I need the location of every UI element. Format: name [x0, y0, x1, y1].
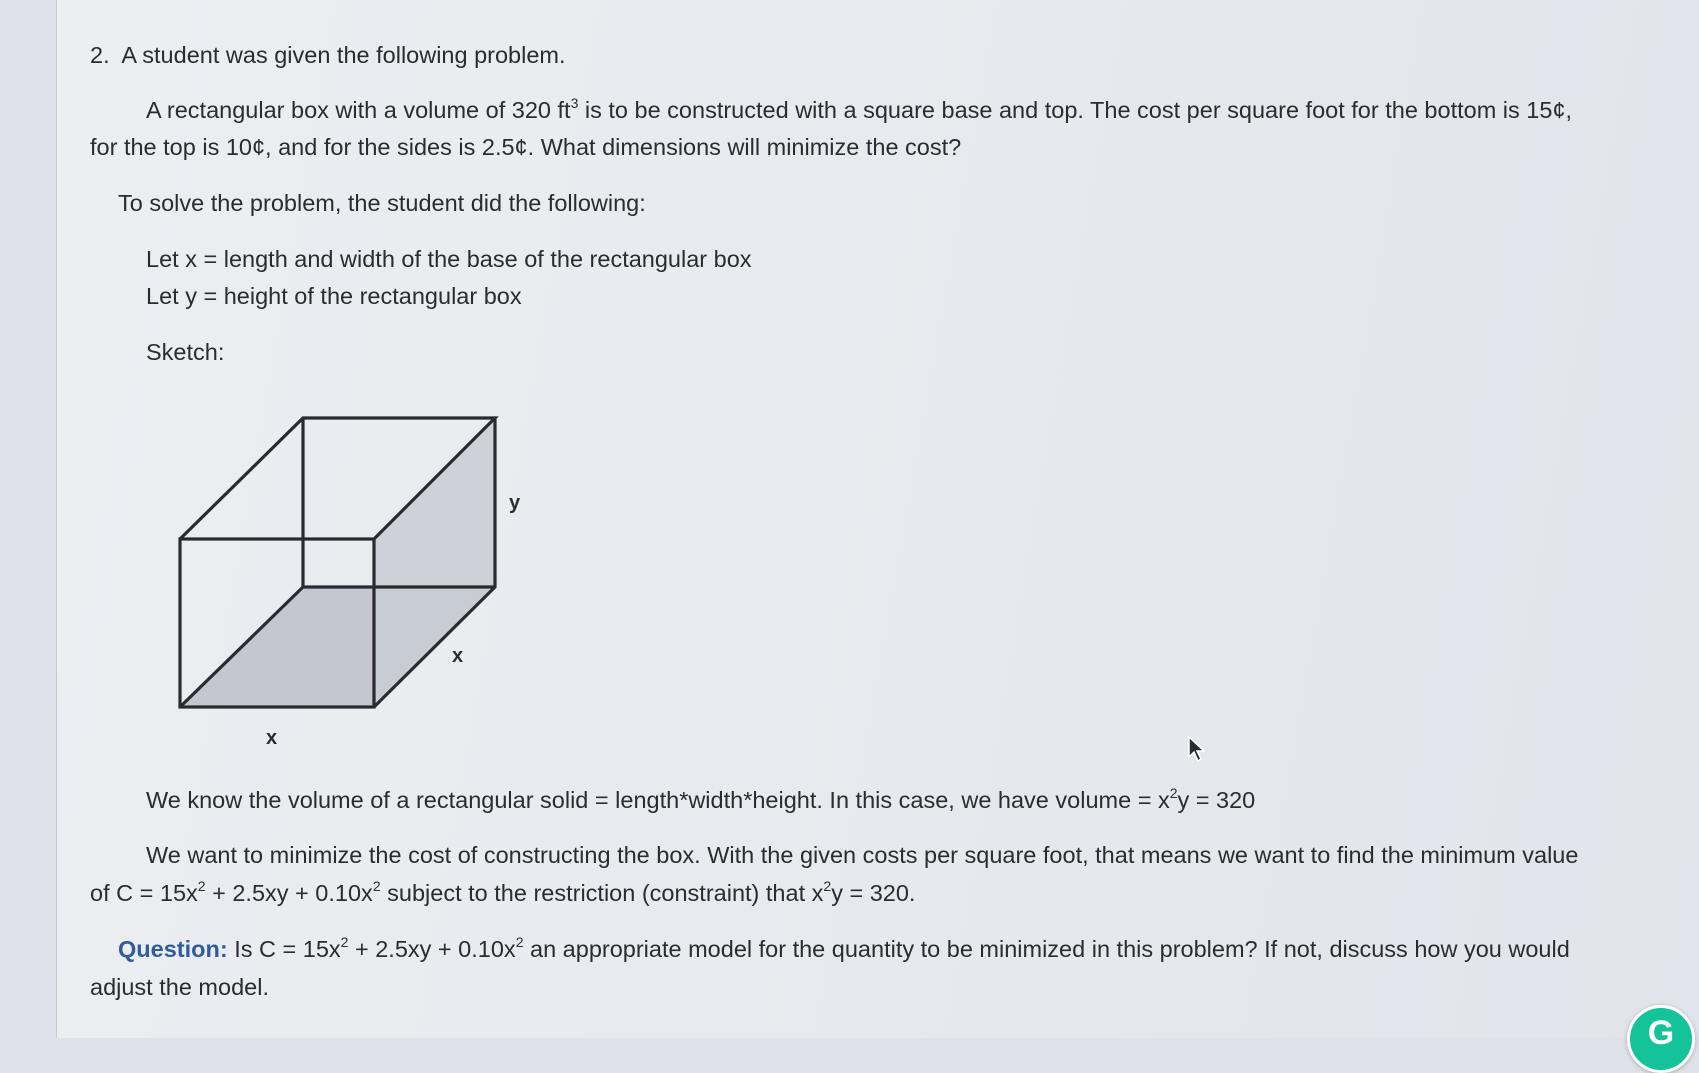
cost-statement-line1: We want to minimize the cost of constructing the box. With the given costs per square foot, that means we want to find the minimum value — [146, 842, 1579, 868]
sketch-label-x-bottom: x — [266, 727, 278, 749]
sketch-label-y: y — [509, 492, 521, 514]
grammarly-badge-button[interactable] — [1627, 1005, 1695, 1073]
problem-intro: 2. A student was given the following problem. — [90, 42, 566, 68]
cost-statement-line2: of $C = 15x^2 + 2.5xy + 0.10x^2$ subject to the restriction (constraint) that $x^2y = 320$. — [90, 878, 916, 906]
let-y-definition: Let y = height of the rectangular box — [146, 283, 522, 309]
solution-intro: To solve the problem, the student did the following: — [118, 190, 646, 216]
let-x-definition: Let x = length and width of the base of the rectangular box — [146, 246, 752, 272]
shaded-side-face — [374, 418, 495, 707]
question-line1: Question: Is $C = 15x^2 + 2.5xy + 0.10x^2$ an appropriate model for the quantity to be minimized in this problem? If not, discuss how you would — [118, 934, 1570, 962]
sketch-label-x-side: x — [452, 645, 464, 667]
question-label: Question: — [118, 936, 228, 962]
sketch-label: Sketch: — [146, 339, 225, 365]
mouse-cursor-icon — [1187, 735, 1207, 763]
problem-statement-line2: for the top is 10¢, and for the sides is 2.5¢. What dimensions will minimize the cost? — [90, 134, 962, 160]
rectangular-box-sketch — [170, 405, 500, 715]
problem-statement-line1: A rectangular box with a volume of 320 $ft^3$ is to be constructed with a square base and top. The cost per square foot for the bottom is 15¢, — [146, 95, 1573, 123]
grammarly-g-icon: G — [1647, 1014, 1675, 1052]
question-line2: adjust the model. — [90, 974, 269, 1000]
volume-statement: We know the volume of a rectangular solid = length*width*height. In this case, we have volume = $x^2y = 320$ — [146, 785, 1256, 813]
